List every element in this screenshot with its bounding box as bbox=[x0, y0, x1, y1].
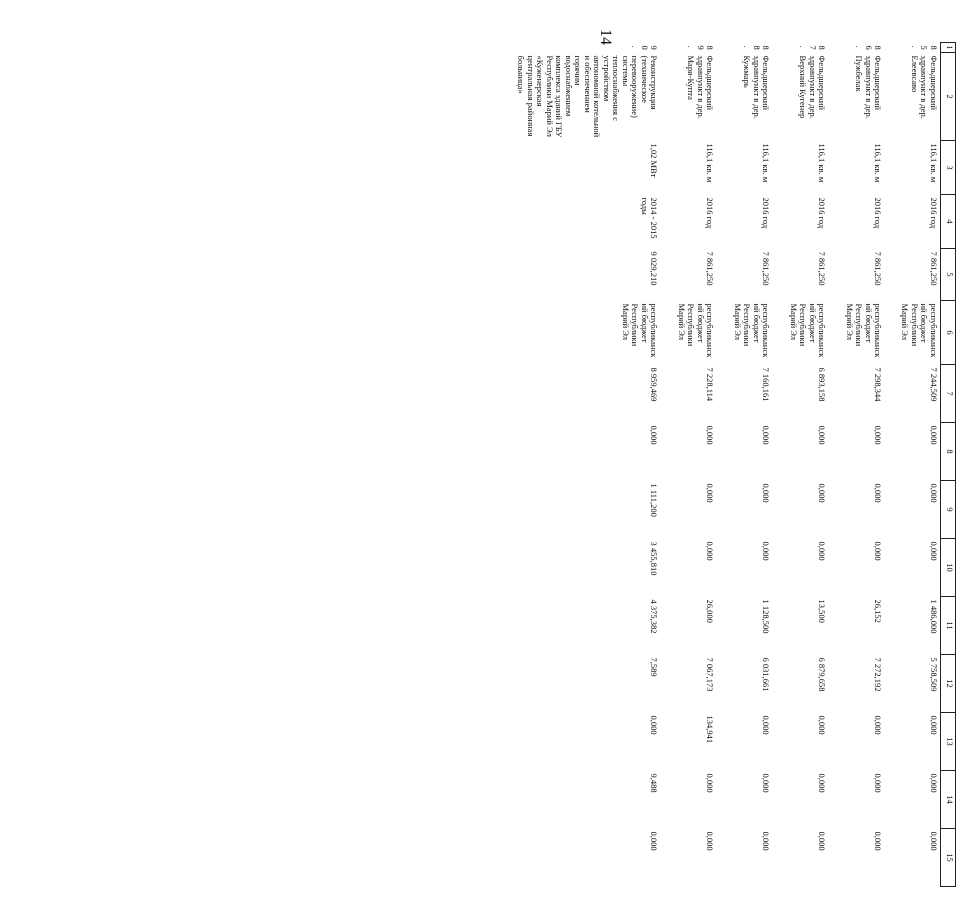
col-header: 14 bbox=[941, 771, 956, 829]
value-cell: 7,589 bbox=[649, 657, 660, 677]
value-cell: 0,000 bbox=[705, 483, 716, 503]
investment-table bbox=[514, 42, 956, 887]
value-cell: 8 959,469 bbox=[649, 367, 660, 402]
capacity: 116,1 кв. м bbox=[873, 143, 884, 183]
value-cell: 0,000 bbox=[929, 541, 939, 561]
value-cell: 0,000 bbox=[873, 831, 884, 851]
value-cell: 1 128,500 bbox=[761, 599, 772, 634]
table-row bbox=[661, 43, 717, 887]
estimated-cost: 7 861,250 bbox=[761, 251, 772, 286]
period: 2014 - 2015 годы bbox=[639, 197, 660, 239]
value-cell: 134,941 bbox=[705, 715, 716, 744]
value-cell: 0,000 bbox=[705, 773, 716, 793]
value-cell: 0,000 bbox=[817, 715, 828, 735]
period: 2016 год bbox=[873, 197, 884, 229]
value-cell: 0,000 bbox=[761, 541, 772, 561]
funding-source: республиканский бюджет Республики Марий Эл bbox=[844, 303, 884, 358]
col-header: 5 bbox=[941, 249, 956, 301]
value-cell: 0,000 bbox=[761, 425, 772, 445]
value-cell: 7 228,114 bbox=[705, 367, 716, 402]
value-cell: 1 486,000 bbox=[929, 599, 939, 634]
value-cell: 0,000 bbox=[873, 541, 884, 561]
table-row bbox=[514, 43, 661, 887]
funding-source: республиканский бюджет Республики Марий Эл bbox=[788, 303, 828, 358]
value-cell: 0,000 bbox=[817, 541, 828, 561]
period: 2016 год bbox=[929, 197, 939, 229]
value-cell: 0,000 bbox=[705, 425, 716, 445]
value-cell: 6 893,158 bbox=[817, 367, 828, 402]
value-cell: 0,000 bbox=[649, 715, 660, 735]
funding-source: республиканский бюджет Республики Марий Эл bbox=[676, 303, 716, 358]
value-cell: 0,000 bbox=[873, 715, 884, 735]
estimated-cost: 7 861,250 bbox=[817, 251, 828, 286]
column-number-row bbox=[941, 43, 956, 887]
row-number: 85. bbox=[909, 45, 939, 50]
object-name: Реконструкция (техническое перевооружение) системы теплоснабжения с устройством автономной котельной и обеспечением горячим водоснабжением комплекса зданий ГБУ Республики Марий Эл «Куженерская центральная районная больница» bbox=[516, 55, 660, 138]
page-number: 14 bbox=[597, 29, 614, 45]
col-header: 8 bbox=[941, 423, 956, 481]
estimated-cost: 7 861,250 bbox=[929, 251, 939, 286]
value-cell: 6 031,661 bbox=[761, 657, 772, 692]
value-cell: 0,000 bbox=[649, 831, 660, 851]
value-cell: 0,000 bbox=[649, 425, 660, 445]
col-header: 11 bbox=[941, 597, 956, 655]
value-cell: 3 455,810 bbox=[649, 541, 660, 576]
capacity: 116,1 кв. м bbox=[705, 143, 716, 183]
row-number: 89. bbox=[686, 45, 716, 50]
period: 2016 год bbox=[761, 197, 772, 229]
value-cell: 0,000 bbox=[929, 483, 939, 503]
table-row bbox=[773, 43, 829, 887]
value-cell: 9,488 bbox=[649, 773, 660, 793]
value-cell: 0,000 bbox=[929, 773, 939, 793]
funding-source: республиканский бюджет Республики Марий Эл bbox=[732, 303, 772, 358]
value-cell: 0,000 bbox=[929, 831, 939, 851]
col-header: 3 bbox=[941, 141, 956, 195]
capacity: 1,02 МВт bbox=[649, 143, 660, 178]
value-cell: 0,000 bbox=[817, 831, 828, 851]
value-cell: 4 375,382 bbox=[649, 599, 660, 634]
funding-source: республиканский бюджет Республики Марий Эл bbox=[900, 303, 939, 358]
value-cell: 0,000 bbox=[929, 715, 939, 735]
period: 2016 год bbox=[705, 197, 716, 229]
value-cell: 7 244,509 bbox=[929, 367, 939, 402]
table-row bbox=[829, 43, 885, 887]
value-cell: 0,000 bbox=[761, 831, 772, 851]
value-cell: 0,000 bbox=[761, 483, 772, 503]
period: 2016 год bbox=[817, 197, 828, 229]
capacity: 116,1 кв. м bbox=[929, 143, 939, 183]
estimated-cost: 7 861,250 bbox=[873, 251, 884, 286]
value-cell: 7 272,192 bbox=[873, 657, 884, 692]
row-number: 87. bbox=[798, 45, 828, 50]
value-cell: 7 067,173 bbox=[705, 657, 716, 692]
table-row bbox=[717, 43, 773, 887]
value-cell: 0,000 bbox=[761, 715, 772, 735]
table-row bbox=[885, 43, 941, 887]
value-cell: 0,000 bbox=[817, 773, 828, 793]
object-name: Фельдшерский здравпункт в дер. Пужбелак bbox=[854, 55, 884, 119]
capacity: 116,1 кв. м bbox=[761, 143, 772, 183]
col-header: 12 bbox=[941, 655, 956, 713]
funding-source: республиканский бюджет Республики Марий Эл bbox=[620, 303, 660, 358]
value-cell: 0,000 bbox=[929, 425, 939, 445]
value-cell: 0,000 bbox=[817, 425, 828, 445]
value-cell: 26,000 bbox=[705, 599, 716, 623]
value-cell: 0,000 bbox=[705, 541, 716, 561]
row-number: 90. bbox=[630, 45, 660, 50]
value-cell: 0,000 bbox=[873, 425, 884, 445]
col-header: 6 bbox=[941, 301, 956, 365]
col-header: 2 bbox=[941, 53, 956, 141]
value-cell: 5 758,509 bbox=[929, 657, 939, 692]
value-cell: 1 111,200 bbox=[649, 483, 660, 517]
value-cell: 26,152 bbox=[873, 599, 884, 623]
value-cell: 7 298,344 bbox=[873, 367, 884, 402]
col-header: 9 bbox=[941, 481, 956, 539]
object-name: Фельдшерский здравпункт в дер. Елеевсаво bbox=[909, 55, 939, 119]
col-header: 7 bbox=[941, 365, 956, 423]
capacity: 116,1 кв. м bbox=[817, 143, 828, 183]
object-name: Фельдшерский здравпункт в дер. Верхний Кугенер bbox=[798, 55, 828, 119]
col-header: 4 bbox=[941, 195, 956, 249]
col-header: 10 bbox=[941, 539, 956, 597]
value-cell: 0,000 bbox=[873, 483, 884, 503]
col-header: 15 bbox=[941, 829, 956, 887]
estimated-cost: 7 861,250 bbox=[705, 251, 716, 286]
col-header: 13 bbox=[941, 713, 956, 771]
row-number: 88. bbox=[742, 45, 772, 50]
estimated-cost: 9 029,210 bbox=[649, 251, 660, 286]
value-cell: 0,000 bbox=[705, 831, 716, 851]
table-frame bbox=[516, 42, 956, 884]
object-name: Фельдшерский здравпункт в дер. Мари-Купта bbox=[686, 55, 716, 119]
value-cell: 0,000 bbox=[817, 483, 828, 503]
value-cell: 6 879,658 bbox=[817, 657, 828, 692]
row-number: 86. bbox=[854, 45, 884, 50]
value-cell: 0,000 bbox=[873, 773, 884, 793]
object-name: Фельдшерский здравпункт в дер. Кужмарь bbox=[742, 55, 772, 119]
col-header: 1 bbox=[941, 43, 956, 53]
value-cell: 0,000 bbox=[761, 773, 772, 793]
value-cell: 7 160,161 bbox=[761, 367, 772, 402]
value-cell: 13,500 bbox=[817, 599, 828, 623]
